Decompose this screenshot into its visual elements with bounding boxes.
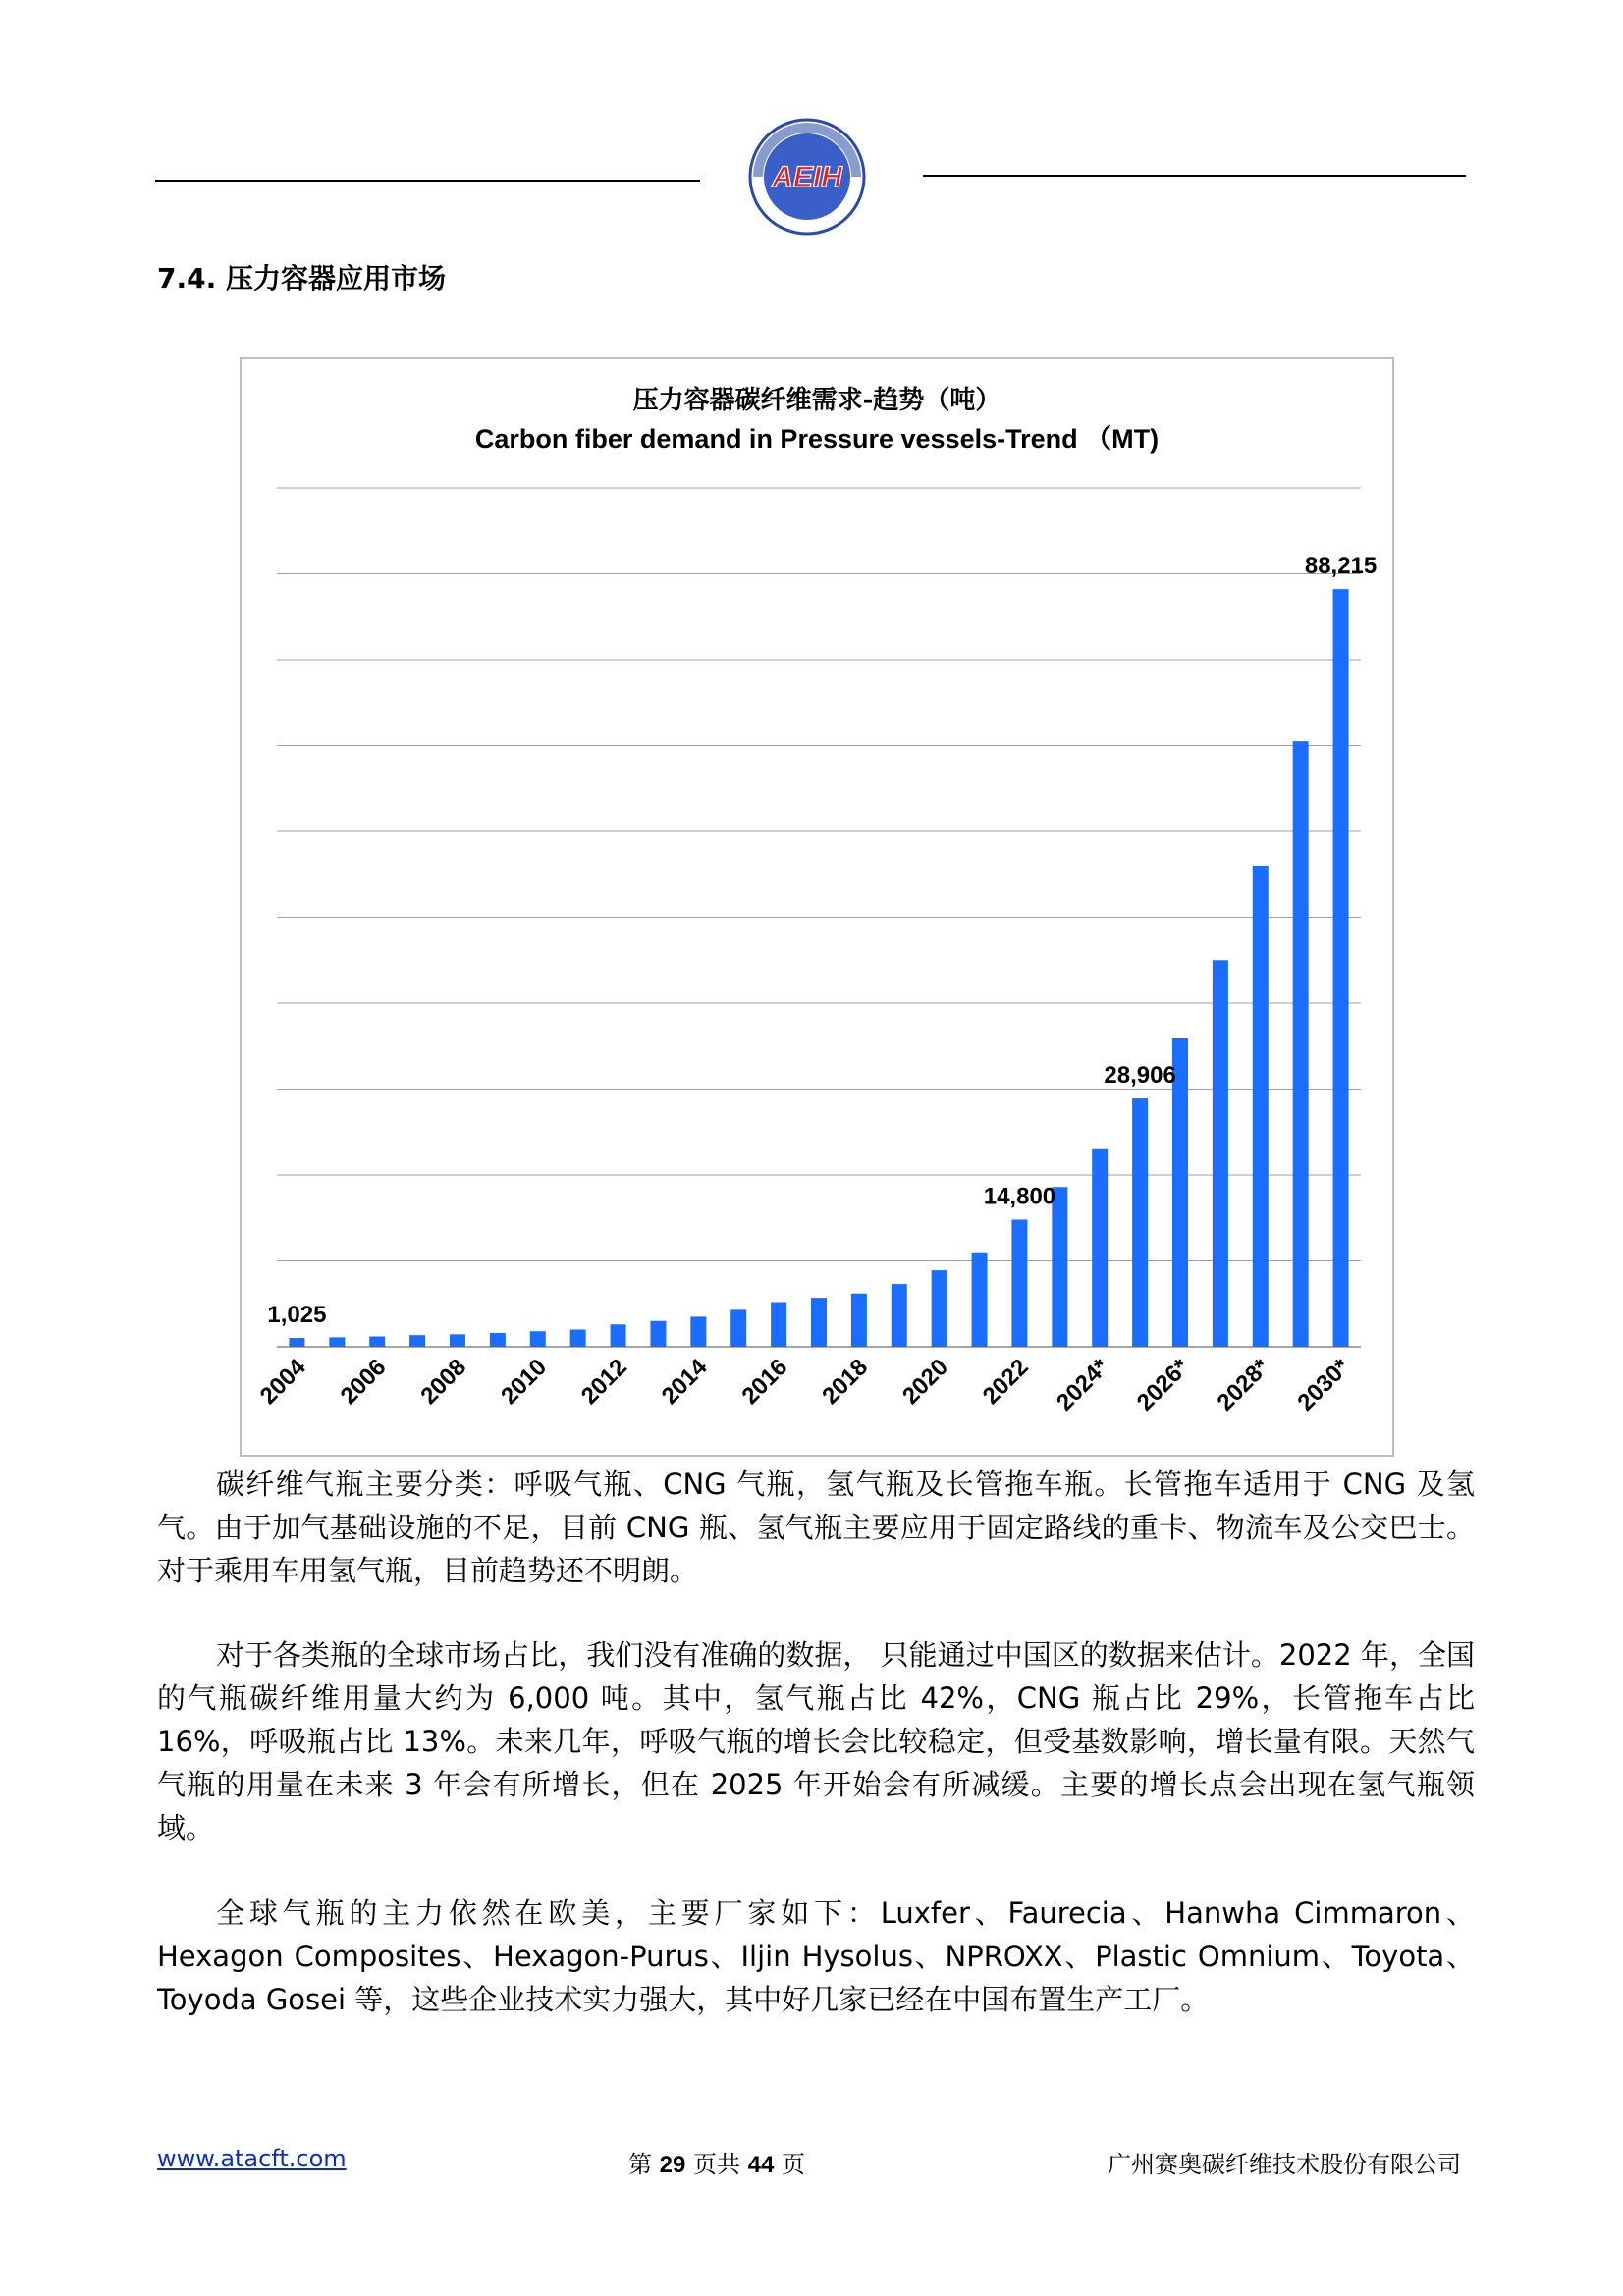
bar-2021: [972, 1253, 988, 1347]
x-tick-2016: 2016: [736, 1354, 793, 1410]
bar-2009: [490, 1333, 506, 1347]
paragraph-manufacturers: 全球气瓶的主力依然在欧美，主要厂家如下：Luxfer、Faurecia、Hanwha Cimmaron、Hexagon Composites、Hexagon-Purus、Iljin Hysolus、NPROXX、Plastic Omnium、Toyota、Toyoda Gosei 等，这些企业技术实力强大，其中好几家已经在中国布置生产工厂。: [157, 1896, 1475, 2016]
x-tick-2014: 2014: [656, 1354, 713, 1410]
x-tick-2012: 2012: [575, 1354, 632, 1410]
page-mid: 页共: [685, 2151, 748, 2178]
pressure-vessel-demand-chart: [242, 359, 1392, 1455]
paragraph-market-share: 对于各类瓶的全球市场占比，我们没有准确的数据， 只能通过中国区的数据来估计。2022 年，全国的气瓶碳纤维用量大约为 6,000 吨。其中，氢气瓶占比 42%，CNG 瓶占比 29%，长管拖车占比 16%，呼吸瓶占比 13%。未来几年，呼吸气瓶的增长会比较稳定，但受基数影响，增长量有限。天然气气瓶的用量在未来 3 年会有所增长，但在 2025 年开始会有所减缓。主要的增长点会出现在氢气瓶领域。: [157, 1638, 1475, 1844]
bar-2011: [570, 1330, 586, 1348]
x-tick-2010: 2010: [496, 1354, 553, 1410]
x-tick-2024*: 2024*: [1052, 1354, 1114, 1416]
paragraph-cylinder-types: 碳纤维气瓶主要分类：呼吸气瓶、CNG 气瓶，氢气瓶及长管拖车瓶。长管拖车适用于 CNG 及氢气。由于加气基础设施的不足，目前 CNG 瓶、氢气瓶主要应用于固定路线的重卡、物流车及公交巴士。对于乘用车用氢气瓶，目前趋势还不明朗。: [157, 1468, 1475, 1587]
bar-2022: [1011, 1220, 1027, 1348]
x-tick-2020: 2020: [897, 1354, 953, 1410]
bar-2018: [851, 1294, 867, 1347]
page-current: 29: [659, 2152, 686, 2178]
section-heading: 7.4. 压力容器应用市场: [157, 262, 446, 294]
chart-subtitle: Carbon fiber demand in Pressure vessels-Trend （MT): [474, 424, 1160, 454]
bar-2024*: [1092, 1149, 1108, 1347]
page-total: 44: [747, 2152, 775, 2178]
bar-2030*: [1333, 589, 1349, 1347]
x-tick-2008: 2008: [415, 1354, 472, 1410]
header-rule-right: [923, 175, 1466, 177]
data-label-2004: 1,025: [267, 1302, 327, 1329]
bar-2005: [329, 1337, 345, 1347]
data-label-2022: 14,800: [983, 1183, 1056, 1210]
bar-2016: [771, 1303, 786, 1348]
page-prefix: 第: [628, 2151, 660, 2178]
chart-frame: [240, 357, 1394, 1457]
x-tick-2030*: 2030*: [1292, 1354, 1355, 1416]
bar-2004: [289, 1338, 304, 1347]
bar-2028*: [1253, 866, 1269, 1347]
data-label-2025*: 28,906: [1104, 1062, 1176, 1090]
x-tick-2028*: 2028*: [1212, 1354, 1275, 1416]
data-label-2030*: 88,215: [1304, 553, 1378, 580]
bar-2017: [811, 1298, 827, 1347]
bar-2007: [409, 1335, 425, 1347]
x-tick-2004: 2004: [254, 1354, 311, 1410]
bar-2025*: [1132, 1098, 1148, 1347]
bar-2029*: [1293, 741, 1309, 1347]
bar-2006: [369, 1337, 385, 1348]
chart-title: 压力容器碳纤维需求-趋势（吨）: [632, 386, 1001, 415]
footer-company-name: 广州赛奥碳纤维技术股份有限公司: [1108, 2151, 1461, 2178]
footer-page-number: [628, 2145, 805, 2179]
x-tick-2018: 2018: [817, 1354, 874, 1410]
bar-2027*: [1213, 960, 1228, 1347]
bar-2010: [530, 1331, 546, 1347]
x-tick-2026*: 2026*: [1131, 1354, 1195, 1416]
svg-text:AEIH: AEIH: [772, 161, 842, 193]
page-suffix: 页: [774, 2151, 805, 2178]
bar-2015: [730, 1309, 746, 1347]
bar-2020: [932, 1270, 947, 1347]
x-tick-2006: 2006: [335, 1354, 392, 1410]
bar-2023: [1052, 1187, 1067, 1347]
bar-2019: [892, 1284, 907, 1347]
footer-website-link[interactable]: www.atacft.com: [157, 2145, 347, 2172]
bar-2008: [450, 1334, 465, 1347]
x-tick-2022: 2022: [977, 1354, 1034, 1410]
header-rule-left: [155, 180, 700, 182]
bar-2012: [611, 1324, 626, 1347]
bar-2014: [690, 1316, 706, 1347]
bar-2013: [650, 1321, 666, 1347]
aeih-logo: [744, 116, 870, 238]
